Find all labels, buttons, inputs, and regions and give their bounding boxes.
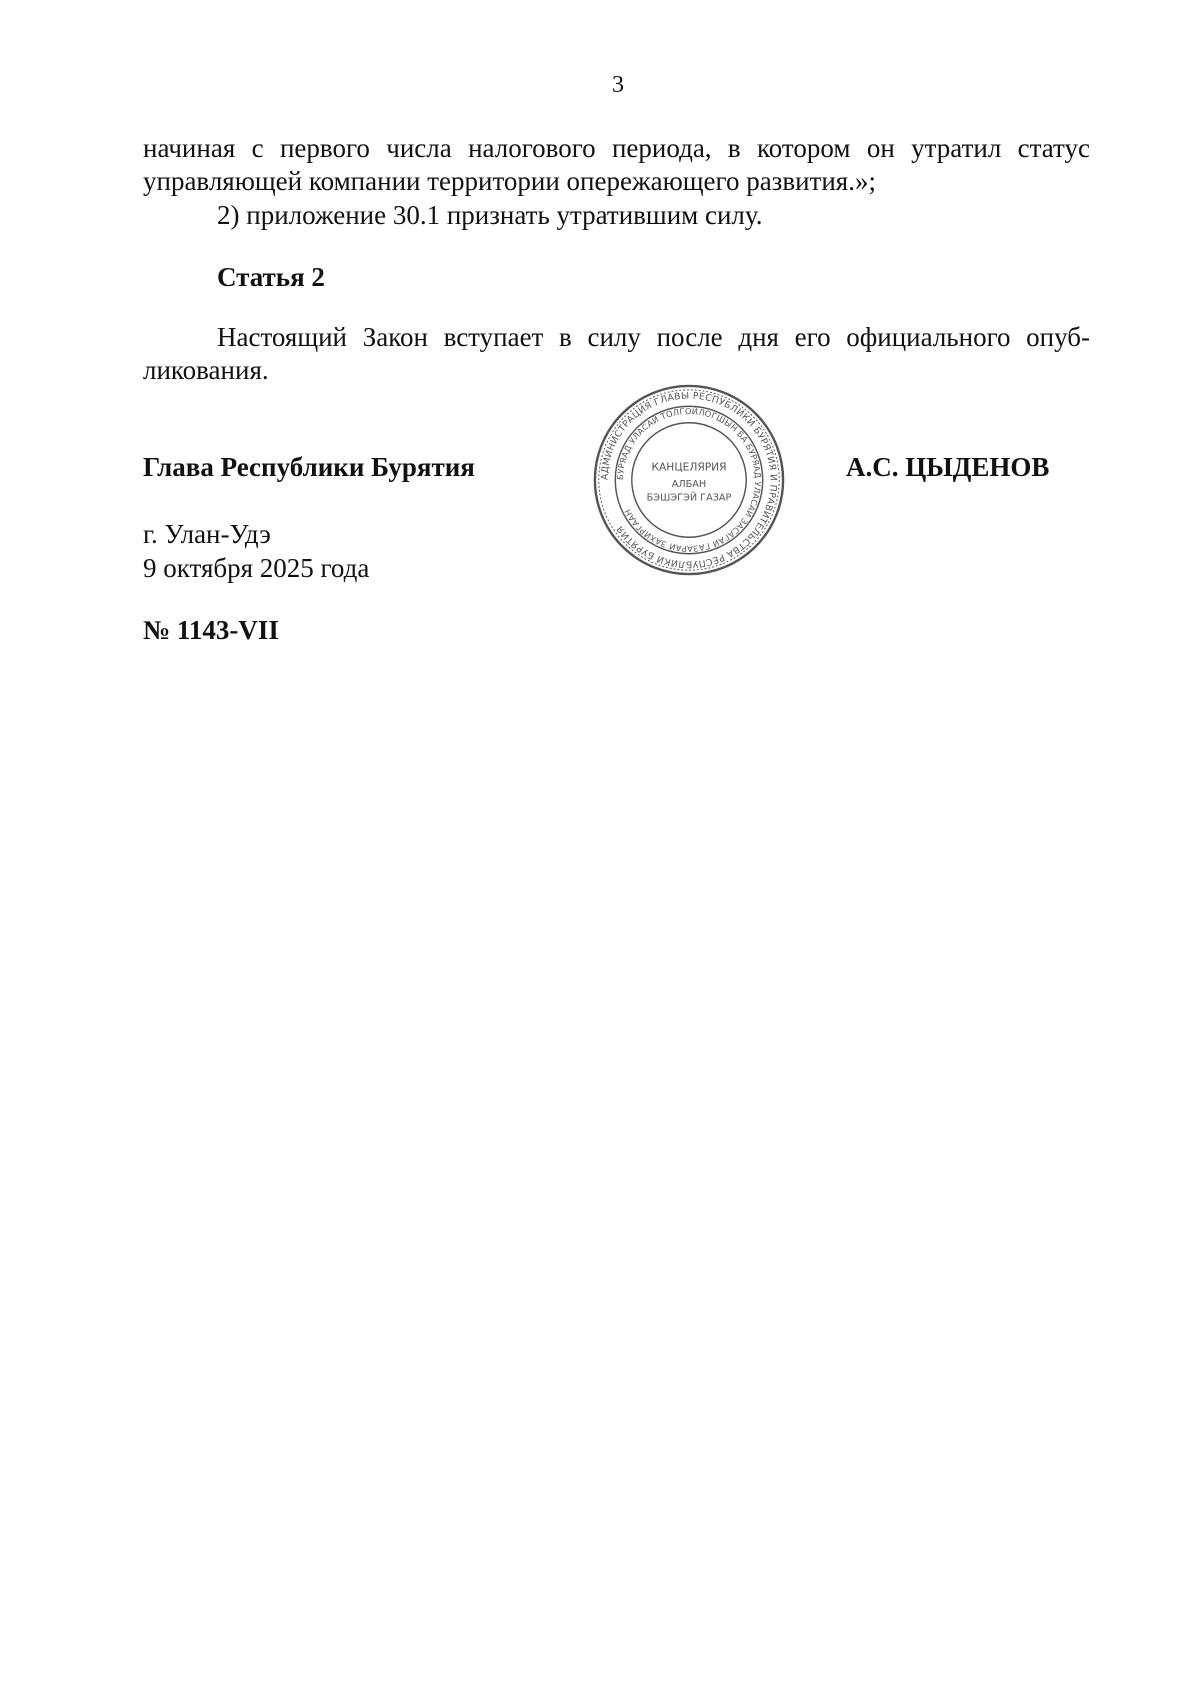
article-heading: Статья 2 xyxy=(217,262,325,292)
seal-center-line1: КАНЦЕЛЯРИЯ xyxy=(651,460,727,474)
place: г. Улан-Удэ xyxy=(143,519,271,549)
page-number: 3 xyxy=(612,72,624,98)
date: 9 октября 2025 года xyxy=(143,553,370,583)
article-2-paragraph xyxy=(143,321,1090,387)
seal-outer-text-path: АДМИНИСТРАЦИЯ ГЛАВЫ РЕСПУБЛИКИ БУРЯТИЯ И ПРАВИТЕЛЬСТВА РЕСПУБЛИКИ БУРЯТИЯ xyxy=(599,390,779,570)
official-seal xyxy=(592,383,786,577)
paragraph-continuation xyxy=(143,132,1090,198)
signer-name: А.С. ЦЫДЕНОВ xyxy=(846,452,1050,482)
paragraph-line: ликования. xyxy=(143,355,269,385)
place-and-date xyxy=(143,517,369,585)
paragraph-line: начиная с первого числа налогового периода, в котором он утратил статус xyxy=(143,133,1090,163)
paragraph-line: управляющей компании территории опережающего развития.»; xyxy=(143,166,876,196)
paragraph-line: Настоящий Закон вступает в силу после дня его официального опуб- xyxy=(217,322,1090,352)
seal-center-line2: АЛБАН xyxy=(671,478,707,490)
seal-inner-text-path: БУРЯАД УЛАСАЙ ТОЛГОЙЛОГШЫН БА БУРЯАД УЛАСАЙ ЗАСАГАЙ ГАЗАРАЙ ЗАХИРГААН xyxy=(614,406,764,554)
seal-center-line3: БЭШЭГЭЙ ГАЗАР xyxy=(646,492,732,504)
signer-title: Глава Республики Бурятия xyxy=(143,452,475,482)
list-item-2: 2) приложение 30.1 признать утратившим силу. xyxy=(217,200,763,230)
document-number: № 1143-VII xyxy=(143,615,279,645)
